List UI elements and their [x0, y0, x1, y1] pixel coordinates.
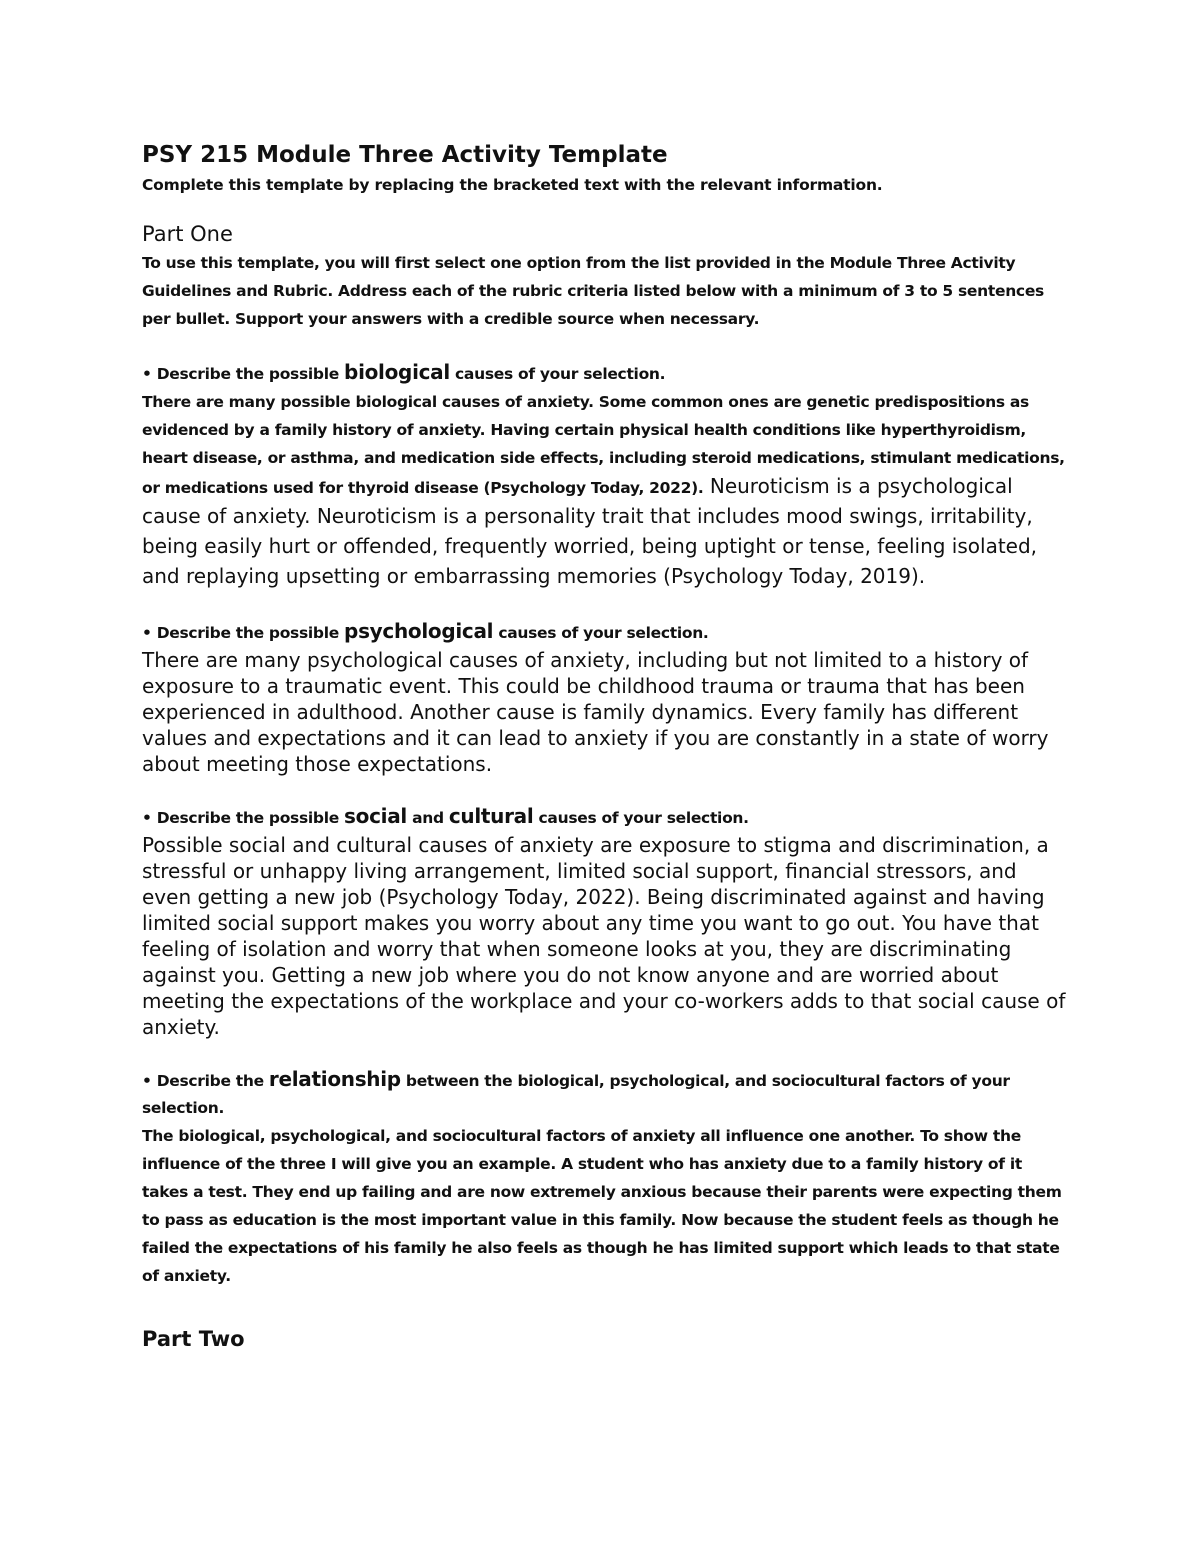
- document-title: PSY 215 Module Three Activity Template: [142, 142, 668, 168]
- bullet-suffix: between the biological, psychological, and sociocultural factors of your selection.: [142, 1072, 1010, 1117]
- bullet-suffix: causes of your selection.: [533, 809, 749, 827]
- bullet-keyword: psychological: [344, 619, 494, 643]
- bullet-middle: and: [406, 809, 449, 827]
- bullet-prefix: • Describe the: [142, 1072, 269, 1090]
- template-instructions: Complete this template by replacing the bracketed text with the relevant information.: [142, 176, 883, 194]
- bullet-keyword: relationship: [268, 1067, 401, 1091]
- biological-answer: [142, 388, 1072, 592]
- part-two-heading: Part Two: [142, 1327, 245, 1351]
- bullet-biological-prompt: [142, 359, 1072, 388]
- bullet-prefix: • Describe the possible: [142, 809, 345, 827]
- bullet-prefix: • Describe the possible: [142, 365, 345, 383]
- social-cultural-answer: Possible social and cultural causes of anxiety are exposure to stigma and discrimination, a stressful or unhappy living arrangement, limited social support, financial stressors, and even getting a new job (Psychology Today, 2022). Being discriminated against and having limited social support makes you worry about any time you want to go out. You have that feeling of isolation and worry that when someone looks at you, they are discriminating against you. Getting a new job where you do not know anyone and are worried about meeting the expectations of the workplace and your co-workers adds to that social cause of anxiety.: [142, 833, 1066, 1039]
- part-one-intro: To use this template, you will first select one option from the list provided in the Module Three Activity Guidelines and Rubric. Address each of the rubric criteria listed below with a minimum of 3 to 5 sentences per bullet. Support your answers with a credible source when necessary.: [142, 254, 1044, 328]
- bullet-keyword: social: [344, 804, 407, 828]
- biological-answer-bold: There are many possible biological causes of anxiety. Some common ones are genetic predispositions as evidenced by a family history of anxiety. Having certain physical health conditions like hyperthyroidism, heart disease, or asthma, and medication side effects, including steroid medications, stimulant medications, or medications used for thyroid disease (Psychology Today, 2022).: [142, 393, 1065, 497]
- bullet-keyword: biological: [344, 360, 450, 384]
- bullet-keyword-2: cultural: [448, 804, 534, 828]
- bullet-suffix: causes of your selection.: [449, 365, 666, 383]
- document-page: [142, 138, 1072, 1354]
- relationship-answer: The biological, psychological, and sociocultural factors of anxiety all influence one another. To show the influence of the three I will give you an example. A student who has anxiety due to a family history of it takes a test. They end up failing and are now extremely anxious because their parents were expecting them to pass as education is the most important value in this family. Now because the student feels as though he failed the expectations of his family he also feels as though he has limited support which leads to that state of anxiety.: [142, 1127, 1062, 1285]
- bullet-psychological-prompt: [142, 618, 1072, 647]
- part-one-heading: Part One: [142, 222, 233, 246]
- biological-answer-normal: Neuroticism is a psychological cause of anxiety. Neuroticism is a personality trait that includes mood swings, irritability, being easily hurt or offended, frequently worried, being uptight or tense, feeling isolated, and replaying upsetting or embarrassing memories (Psychology Today, 2019).: [142, 474, 1038, 588]
- bullet-social-cultural-prompt: [142, 803, 1072, 832]
- bullet-suffix: causes of your selection.: [493, 624, 709, 642]
- bullet-prefix: • Describe the possible: [142, 624, 345, 642]
- psychological-answer: There are many psychological causes of anxiety, including but not limited to a history of exposure to a traumatic event. This could be childhood trauma or trauma that has been experienced in adulthood. Another cause is family dynamics. Every family has different values and expectations and it can lead to anxiety if you are constantly in a state of worry about meeting those expectations.: [142, 648, 1049, 776]
- bullet-relationship-prompt: [142, 1066, 1072, 1122]
